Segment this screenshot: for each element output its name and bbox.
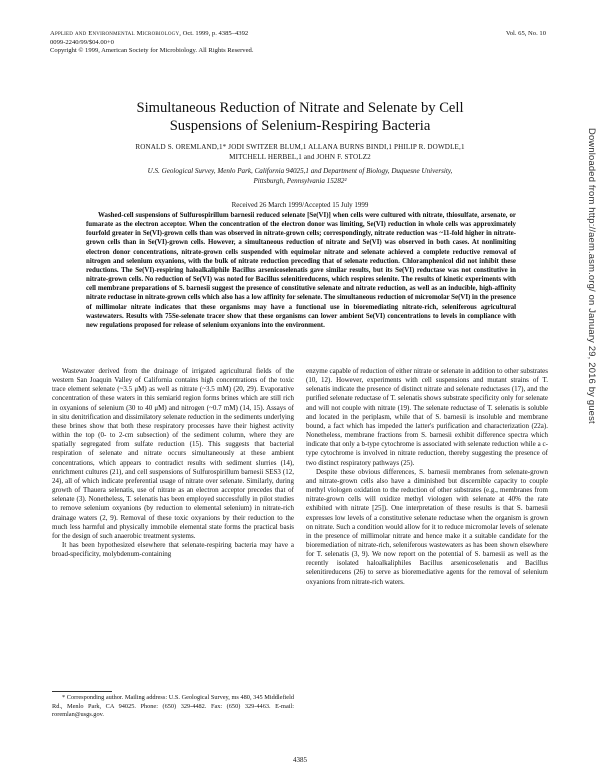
received-dates: Received 26 March 1999/Accepted 15 July 1999 bbox=[231, 201, 369, 209]
affiliation-line-1: U.S. Geological Survey, Menlo Park, California 94025,1 and Department of Biology, Duquesne University, bbox=[147, 167, 453, 175]
corresponding-author-footnote: * Corresponding author. Mailing address: U.S. Geological Survey, ms 480, 345 Middlefield Rd., Menlo Park, CA 94025. Phone: (650) 329-4482. Fax: (650) 329-4463. E-mail: roremlan@usgs.gov. bbox=[52, 694, 294, 719]
footnote-divider bbox=[52, 691, 112, 692]
journal-name: Applied and Environmental Microbiology bbox=[50, 30, 180, 37]
volume-info: Vol. 65, No. 10 bbox=[505, 30, 546, 37]
title-line-1: Simultaneous Reduction of Nitrate and Selenate by Cell bbox=[136, 100, 464, 116]
paragraph: It has been hypothesized elsewhere that selenate-respiring bacteria may have a broad-specificity, molybdenum-containing bbox=[52, 540, 294, 559]
authors-line-1: RONALD S. OREMLAND,1* JODI SWITZER BLUM,1 ALLANA BURNS BINDI,1 PHILIP R. DOWDLE,1 bbox=[135, 143, 465, 151]
affiliation-line-2: Pittsburgh, Pennsylvania 15282² bbox=[253, 177, 347, 185]
copyright: Copyright © 1999, American Society for Microbiology. All Rights Reserved. bbox=[50, 47, 254, 55]
abstract: Washed-cell suspensions of Sulfurospirillum barnesii reduced selenate [Se(VI)] when cells were cultured with nitrate, thiosulfate, arsenate, or fumarate as the electron acceptor. When the concentration of the electron donor was limiting, Se(VI) reduction in whole cells was approximately fourfold greater in Se(VI)-grown cells than was observed in nitrate-grown cells; correspondingly, nitrate reduction was ~11-fold higher in nitrate-grown cells than in Se(VI)-grown cells. However, a simultaneous reduction of nitrate and Se(VI) was observed in both cases. At nonlimiting electron donor concentrations, nitrate-grown cells suspended with equimolar nitrate and selenate achieved a complete reductive removal of nitrogen and selenium oxyanions, with the bulk of nitrate reduction preceding that of selenate reduction. Chloramphenicol did not inhibit these reductions. The Se(VI)-respiring haloalkaliphile Bacillus arsenicoselenatis gave similar results, but its Se(VI) reductase was not constitutive in nitrate-grown cells. No reduction of Se(VI) was noted for Bacillus selenitireducens, which respires selenite. The results of kinetic experiments with cell membrane preparations of S. barnesii suggest the presence of constitutive selenate and nitrate reduction, as well as an inducible, high-affinity nitrate reductase in nitrate-grown cells which also has a low affinity for selenate. The simultaneous reduction of micromolar Se(VI) in the presence of millimolar nitrate indicates that these organisms may have a functional use in bioremediating nitrate-rich, seleniferous agricultural wastewaters. Results with 75Se-selenate tracer show that these organisms can lower ambient Se(VI) concentrations to levels in compliance with new regulations proposed for release of selenium oxyanions into the environment. bbox=[86, 212, 516, 329]
paragraph: enzyme capable of reduction of either nitrate or selenate in addition to other substrates (10, 12). However, experiments with cell suspensions and mutant strains of T. selenatis indicate the presence of distinct nitrate and selenate reductases (17), and the purified selenate reductase of T. selenatis shows substrate specificity only for selenate and will not couple with nitrate (19). The selenate reductase of T. selenatis is soluble and located in the periplasm, while that of S. barnesii is insoluble and membrane bound, a fact which has impeded the latter's purification and characterization (22a). Nonetheless, membrane fractions from S. barnesii exhibit difference spectra which indicate that only a b-type cytochrome is associated with selenate reduction while a c-type cytochrome is involved in nitrate reduction, thereby suggesting the presence of two distinct respiratory pathways (25). bbox=[306, 367, 548, 467]
author-list bbox=[60, 142, 540, 162]
body-column-right bbox=[306, 367, 548, 587]
article-title bbox=[60, 100, 540, 135]
authors-line-2: MITCHELL HERBEL,1 and JOHN F. STOLZ2 bbox=[229, 153, 371, 162]
paragraph: Despite these obvious differences, S. barnesii membranes from selenate-grown and nitrate-grown cells also have a diminished but discernible capacity to couple methyl viologen oxidation to the reduction of other substrates (e.g., membranes from nitrate-grown cells will oxidize methyl viologen with selenate at 40% the rate exhibited with nitrate [25]). One interpretation of these results is that S. barnesii expresses low levels of a constitutive selenate reductase when the organism is grown on nitrate. Such a condition would allow for it to reduce micromolar levels of selenate in the presence of millimolar nitrate and hence make it a suitable candidate for the bioremediation of nitrate-rich, seleniferous wastewaters as has been shown elsewhere for T. selenatis (3, 9). We now report on the potential of S. barnesii as well as the recently isolated haloalkaliphiles Bacillus arsenicoselenatis and Bacillus selenitireducens (26) to serve as bioremediative agents for the removal of selenium oxyanions from nitrate-rich waters. bbox=[306, 467, 548, 586]
page-number: 4385 bbox=[293, 756, 307, 764]
title-line-2: Suspensions of Selenium-Respiring Bacteria bbox=[169, 117, 431, 134]
affiliations bbox=[60, 166, 540, 186]
download-watermark[interactable]: Downloaded from http://aem.asm.org/ on January 29, 2016 by guest bbox=[587, 128, 598, 424]
issn: 0099-2240/99/$04.00+0 bbox=[50, 38, 114, 46]
journal-header bbox=[50, 30, 253, 56]
paragraph: Wastewater derived from the drainage of irrigated agricultural fields of the western San Joaquin Valley of California contains high concentrations of the toxic trace element selenate (~3.5 μM) as well as nitrate (~3.5 mM) (20, 29). Evaporative concentration of these waters in this semiarid region forms brines which are still rich in oxyanions of selenium (30 to 40 μM) and nitrogen (~0.7 mM) (14, 15). Assays of in situ denitrification and dissimilatory selenate reduction in the sediments underlying these brines show that both these respiratory processes have their highest activity within the top (0- to 2-cm subsection) of the sediment column, where they are spatially segregated from sulfate reduction (15). This suggests that bacterial respiration of selenate and nitrate occurs simultaneously at these ambient concentrations, which appears to contradict results with sediment slurries (14), enrichment cultures (21), and cell suspensions of Sulfurospirillum barnesii SES3 (12, 24), all of which indicate preferential usage of nitrate over selenate. Similarly, during growth of Thauera selenatis, use of nitrate as an electron acceptor precedes that of selenate (3). Nonetheless, T. selenatis has been employed successfully in pilot studies to remove selenium oxyanions (by reduction to elemental selenium) in nitrate-rich drainage waters (2, 9). Removal of these toxic oxyanions by their reduction to the much less harmful and physically immobile elemental state forms the practical basis for the design of such anaerobic treatment systems. bbox=[52, 367, 294, 540]
body-column-left bbox=[52, 367, 294, 559]
issue-info: , Oct. 1999, p. 4385–4392 bbox=[179, 30, 249, 37]
